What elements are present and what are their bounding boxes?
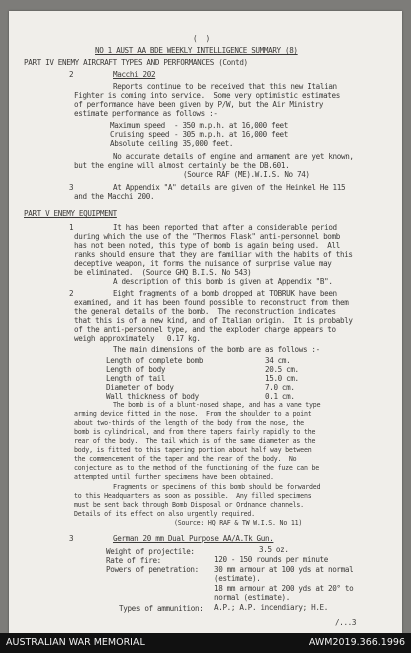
q2b-line: must be sent back through Bomb Disposal or Ordnance channels.: [74, 501, 304, 509]
dim-label: Length of complete bomb: [106, 356, 204, 365]
gun-value: (estimate).: [214, 574, 261, 583]
q1-line: be eliminated. (Source GHQ B.I.S. No 543): [74, 268, 252, 277]
para-2-line: estimate performance as follows :-: [74, 109, 218, 118]
dim-value: 15.0 cm.: [265, 374, 299, 383]
q1-line: has not been noted, this type of bomb is again being used. All: [74, 241, 340, 250]
q2-line: examined, and it has been found possible to reconstruct from them: [74, 298, 349, 307]
q2-line: of the anti-personnel type, and the exploder charge appears to: [74, 325, 336, 334]
q2b-line: to this Headquarters as soon as possible. Any filled specimens: [74, 492, 312, 500]
archive-name: AUSTRALIAN WAR MEMORIAL: [6, 637, 145, 648]
gun-value: 3.5 oz.: [259, 545, 289, 554]
para-2-line: Fighter is coming into service. Some very optimistic estimates: [74, 91, 340, 100]
q3-number: 3: [69, 534, 74, 543]
dim-value: 7.0 cm.: [265, 383, 295, 392]
q2-line: The main dimensions of the bomb are as follows :-: [113, 345, 320, 354]
archive-footer: [0, 633, 411, 653]
para-2-line: Reports continue to be received that this new Italian: [113, 82, 337, 91]
dim-label: Length of body: [106, 365, 166, 374]
para-2-title: Macchi 202: [113, 70, 156, 79]
q2b-line: arming device fitted in the nose. From the shoulder to a point: [74, 410, 312, 418]
perf-label: Maximum speed: [110, 121, 165, 130]
q1-line: ranks should ensure that they are familiar with the habits of this: [74, 250, 353, 259]
gun-value: A.P.; A.P. incendiary; H.E.: [214, 603, 328, 612]
dim-label: Diameter of body: [106, 383, 174, 392]
para-2b-line: No accurate details of engine and armament are yet known,: [113, 152, 354, 161]
gun-value: normal (estimate).: [214, 593, 290, 602]
gun-value: 120 - 150 rounds per minute: [214, 555, 328, 564]
part5-heading: PART V ENEMY EQUIPMENT: [24, 209, 117, 218]
gun-label: Weight of projectile:: [106, 547, 195, 556]
continuation-marker: /...3: [335, 618, 357, 627]
q1-line: deceptive weapon, it forms the nuisance of surprise value may: [74, 259, 332, 268]
dim-label: Wall thickness of body: [106, 392, 199, 401]
para-3-number: 3: [69, 183, 74, 192]
q2b-line: Details of its effect on also urgently required.: [74, 510, 255, 518]
q1-line: during which the use of the "Thermos Flask" anti-personnel bomb: [74, 232, 340, 241]
q1-line: It has been reported that after a considerable period: [113, 223, 337, 232]
para-2-line: of performance have been given by P/W, but the Air Ministry: [74, 100, 324, 109]
perf-value: - 35,000 feet.: [174, 139, 234, 148]
q2b-source: (Source: HQ RAF & TW W.I.S. No 11): [174, 519, 303, 527]
q2-line: Eight fragments of a bomb dropped at TOBRUK have been: [113, 289, 337, 298]
part4-heading: PART IV ENEMY AIRCRAFT TYPES AND PERFORMANCES (Contd): [24, 58, 248, 67]
q2b-line: the commencement of the taper and the rear of the body. No: [74, 455, 297, 463]
q2b-line: Fragments or specimens of this bomb should be forwarded: [113, 483, 321, 491]
q2b-line: body, is fitted to this tapering portion about half way between: [74, 446, 312, 454]
q2-line: the general details of the bomb. The reconstruction indicates: [74, 307, 336, 316]
gun-value: 30 mm armour at 100 yds at normal: [214, 565, 354, 574]
para-2b-line: but the engine will almost certainly be the DB.601.: [74, 161, 290, 170]
perf-label: Cruising speed: [110, 130, 170, 139]
perf-value: - 305 m.p.h. at 16,000 feet: [174, 130, 288, 139]
gun-label: Powers of penetration:: [106, 565, 199, 574]
gun-label: Rate of fire:: [106, 556, 161, 565]
q2-line: that this is of a new kind, and of Italian origin. It is probably: [74, 316, 353, 325]
para-2-number: 2: [69, 70, 74, 79]
q3-title: German 20 mm Dual Purpose AA/A.Tk Gun.: [113, 534, 274, 543]
perf-label: Absolute ceiling: [110, 139, 178, 148]
q1-line: A description of this bomb is given at Appendix "B".: [113, 277, 333, 286]
dim-value: 34 cm.: [265, 356, 291, 365]
q2b-line: conjecture as to the method of the functioning of the fuze can be: [74, 464, 320, 472]
q2b-line: The bomb is of a blunt-nosed shape, and has a vane type: [113, 401, 321, 409]
archive-reference: AWM2019.366.1996: [308, 637, 405, 648]
q2b-line: about two-thirds of the length of the body from the nose, the: [74, 419, 304, 427]
q1-number: 1: [69, 223, 74, 232]
q2-line: weigh approximately 0.17 kg.: [74, 334, 201, 343]
q2b-line: attempted until further specimens have been obtained.: [74, 473, 274, 481]
document-page: [9, 11, 402, 633]
para-2b-source: (Source RAF (ME).W.I.S. No 74): [183, 170, 310, 179]
perf-value: - 350 m.p.h. at 16,000 feet: [174, 121, 288, 130]
document-title: NO 1 AUST AA BDE WEEKLY INTELLIGENCE SUMMARY (8): [95, 46, 298, 55]
dim-value: 20.5 cm.: [265, 365, 299, 374]
q2b-line: rear of the body. The tail which is of the same diameter as the: [74, 437, 316, 445]
gun-value: 18 mm armour at 200 yds at 20° to: [214, 584, 354, 593]
dim-label: Length of tail: [106, 374, 166, 383]
q2-number: 2: [69, 289, 74, 298]
para-3-line: and the Macchi 200.: [74, 192, 155, 201]
para-3-line: At Appendix "A" details are given of the Heinkel He 115: [113, 183, 346, 192]
q2b-line: bomb is cylindrical, and from there tapers fairly rapidly to the: [74, 428, 316, 436]
dim-value: 0.1 cm.: [265, 392, 295, 401]
page-number: ( ): [193, 34, 210, 43]
gun-label: Types of ammunition:: [119, 604, 204, 613]
